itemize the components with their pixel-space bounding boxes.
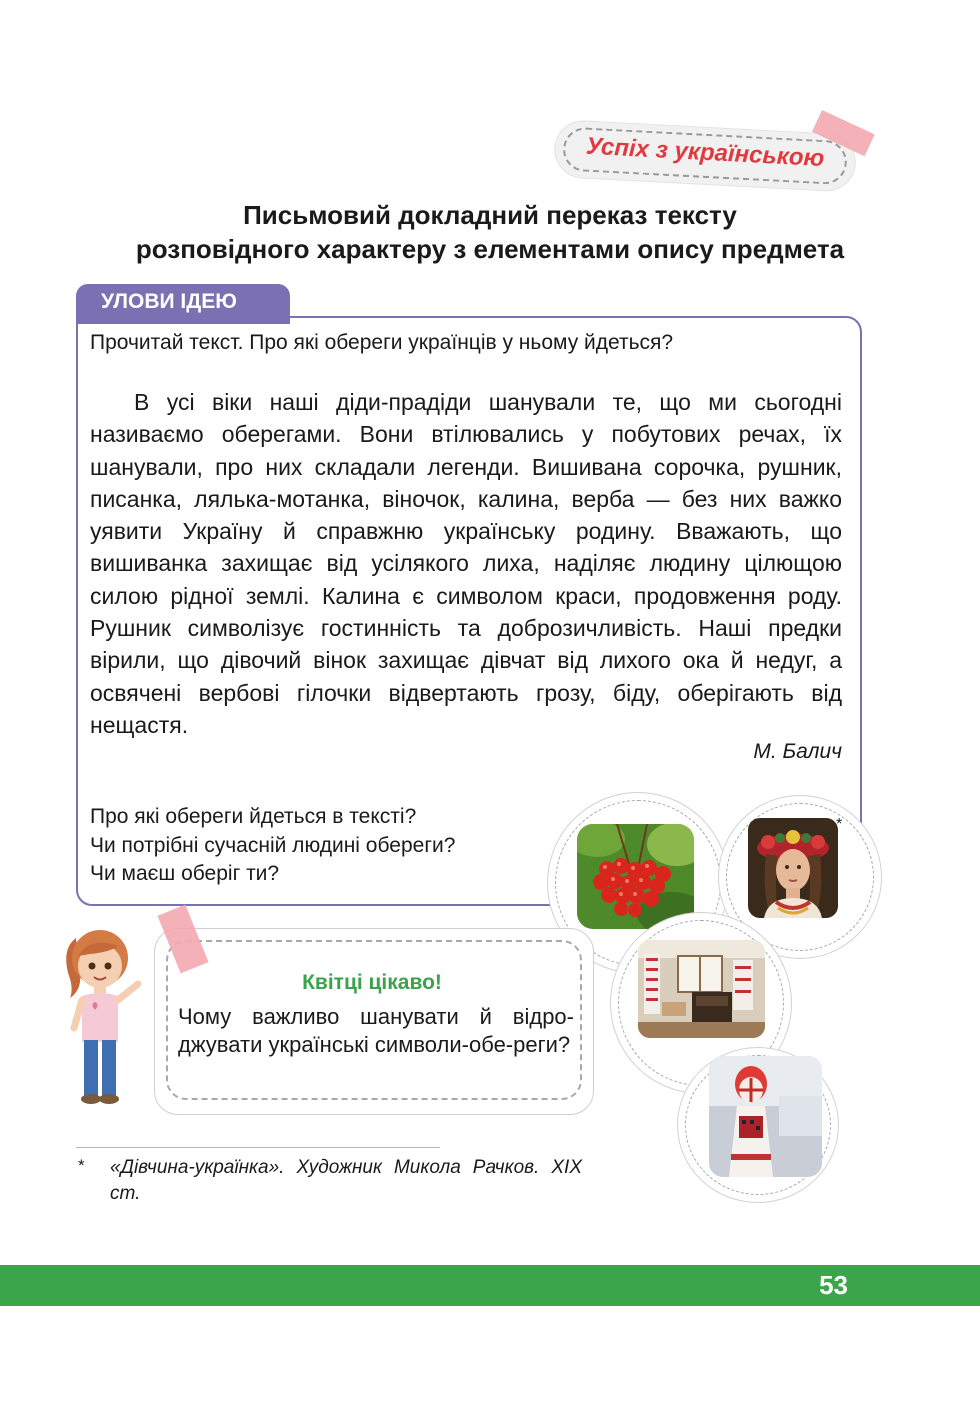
tag-label: Успіх з українською (585, 132, 825, 173)
title-line-2: розповідного характеру з елементами опису предмета (135, 234, 845, 264)
fact-box-title: Квітці цікаво! (302, 971, 442, 994)
reading-passage (90, 386, 842, 741)
motanka-doll-photo-frame (677, 1047, 839, 1203)
page-number: 53 (819, 1270, 848, 1300)
footnote-marker: * (78, 1156, 85, 1175)
passage-paragraph: В усі віки наші діди-прадіди шанували те, що ми сьогодні називаємо оберегами. Вони втілювались у побутових речах, їх шанували, про них складали легенди. Вишивана сорочка, рушник, писанка, лялька-мотанка, віночок, калина, верба — без них важко уявити Україну й справжню українську родину. Вважають, що вишиванка захищає від усілякого лиха, наділяє людину цілющою силою рідної землі. Калина є символом краси, продовження роду. Рушник символізує гостинність та доброзичливість. Наші предки вірили, що дівочий вінок захищає дівчат від лихого ока й недуг, а освячені вербові гілочки відвертають грозу, біду, оберігають від нещастя. (90, 389, 842, 738)
tag-pill (554, 120, 857, 192)
section-tab-label: УЛОВИ ІДЕЮ (101, 290, 237, 313)
motanka-doll-photo (709, 1056, 822, 1177)
instruction-text: Прочитай текст. Про які обереги українців у ньому йдеться? (90, 331, 674, 354)
footnote-text: «Дівчина-українка». Художник Микола Рачков. XIX ст. (110, 1157, 582, 1204)
title-line-1: Письмовий докладний переказ тексту (243, 200, 737, 230)
page-title (60, 198, 920, 266)
girl-portrait-painting (748, 818, 838, 918)
girl-character-illustration (60, 918, 156, 1108)
section-tag (553, 112, 861, 198)
passage-author: М. Балич (753, 740, 842, 763)
section-tab (76, 284, 290, 324)
questions-list (90, 803, 455, 889)
question-item: Чи потрібні сучасній людині обереги? (90, 833, 456, 857)
viburnum-photo (577, 824, 694, 929)
footnote-divider (76, 1147, 440, 1148)
traditional-house-interior-photo (638, 940, 765, 1038)
footnote-marker: * (836, 816, 843, 833)
question-item: Про які обереги йдеться в тексті? (90, 805, 417, 828)
question-item: Чи маєш оберіг ти? (90, 862, 280, 885)
fact-box-text: Чому важливо шанувати й відро-джувати українські символи-обе-реги? (178, 1004, 574, 1057)
